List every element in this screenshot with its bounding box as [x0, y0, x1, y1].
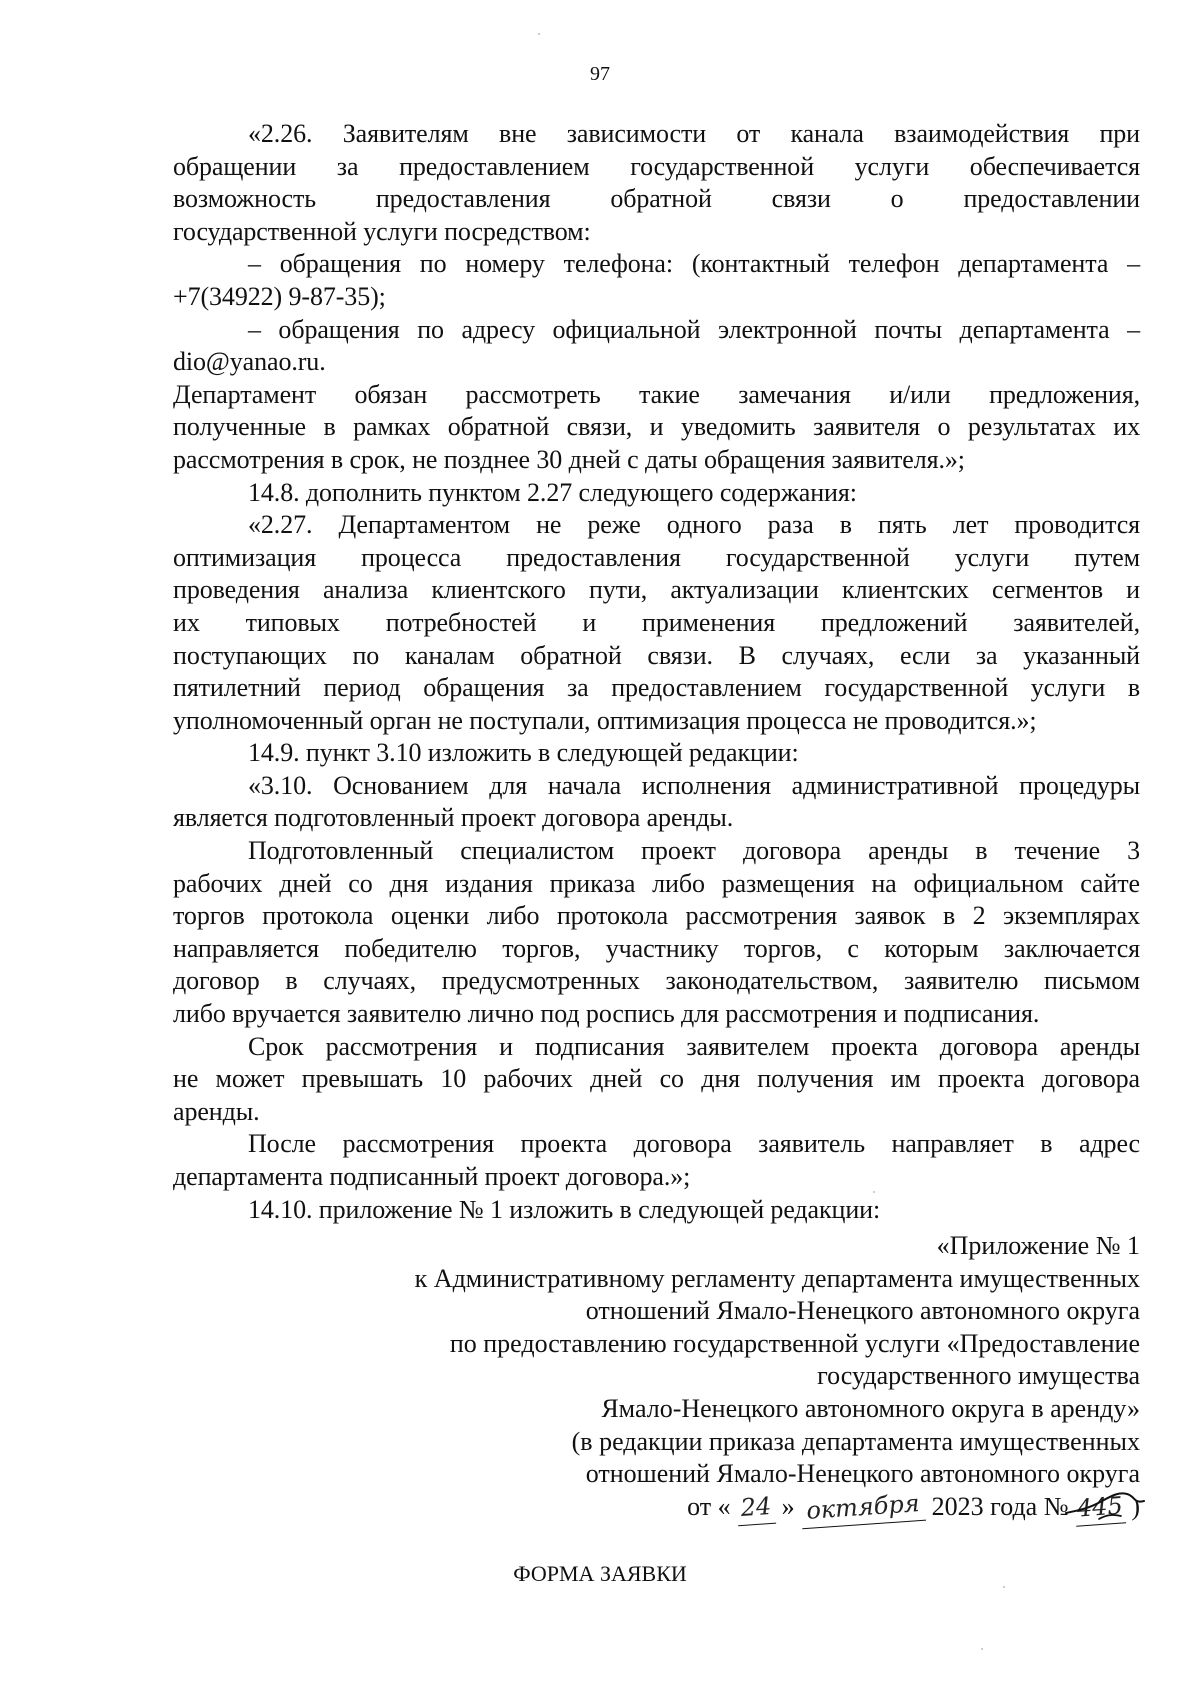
- paragraph-email-contact: [173, 314, 1140, 379]
- text-line: 14.8. дополнить пунктом 2.27 следующего содержания:: [248, 477, 857, 507]
- text-line: рабочих дней со дня издания приказа либо размещения на официальном сайте: [173, 868, 1140, 898]
- text-line: уполномоченный орган не поступали, оптимизация процесса не проводится.»;: [173, 705, 1037, 735]
- paragraph-after-review: [173, 1128, 1140, 1193]
- handwritten-order-number: 445: [1074, 1489, 1126, 1526]
- date-year-text: 2023 года №: [931, 1491, 1069, 1521]
- text-line: возможность предоставления обратной связи о предоставлении: [173, 184, 1140, 214]
- page-number: 97: [590, 63, 610, 85]
- text-line: их типовых потребностей и применения предложений заявителей,: [173, 607, 1140, 637]
- text-line: 14.9. пункт 3.10 изложить в следующей редакции:: [248, 738, 799, 768]
- text-line: проведения анализа клиентского пути, актуализации клиентских сегментов и: [173, 575, 1140, 605]
- scan-speck: [1003, 1586, 1005, 1588]
- scan-speck: [981, 1648, 983, 1650]
- text-line: департамента подписанный проект договора.»;: [173, 1162, 691, 1191]
- text-line: Подготовленный специалистом проект договора аренды в течение 3: [248, 836, 1140, 866]
- paragraph-review-deadline: [173, 1031, 1140, 1129]
- appendix-line: по предоставлению государственной услуги «Предоставление: [449, 1328, 1140, 1358]
- date-middle: »: [781, 1491, 802, 1521]
- paragraph-14-9: [173, 737, 1140, 770]
- text-line: является подготовленный проект договора аренды.: [173, 803, 734, 833]
- text-line: поступающих по каналам обратной связи. В случаях, если за указанный: [173, 640, 1140, 670]
- appendix-line: Ямало-Ненецкого автономного округа в аренду»: [601, 1393, 1140, 1423]
- paragraph-14-10: [173, 1194, 1140, 1227]
- paragraph-14-8: [173, 477, 1140, 510]
- text-line: Срок рассмотрения и подписания заявителем проекта договора аренды: [248, 1031, 1140, 1061]
- text-line: – обращения по номеру телефона: (контактный телефон департамента –: [248, 249, 1140, 279]
- text-line: полученные в рамках обратной связи, и уведомить заявителя о результатах их: [173, 412, 1140, 442]
- text-line: оптимизация процесса предоставления государственной услуги путем: [173, 542, 1140, 572]
- text-line: dio@yanao.ru.: [173, 347, 326, 377]
- appendix-line: (в редакции приказа департамента имущественных: [571, 1426, 1140, 1456]
- appendix-line: отношений Ямало-Ненецкого автономного округа: [585, 1296, 1140, 1326]
- text-line: – обращения по адресу официальной электронной почты департамента –: [248, 314, 1140, 344]
- paragraph-phone-contact: [173, 248, 1140, 313]
- paragraph-2-26: [173, 118, 1140, 248]
- scan-speck: [873, 1191, 875, 1193]
- handwritten-date-month: октября: [800, 1486, 926, 1528]
- text-line: «2.26. Заявителям вне зависимости от канала взаимодействия при: [248, 119, 1140, 148]
- text-line: 14.10. приложение № 1 изложить в следующей редакции:: [248, 1194, 881, 1224]
- date-prefix: от «: [687, 1491, 731, 1521]
- handwritten-date-day: 24: [736, 1489, 776, 1525]
- text-line: торгов протокола оценки либо протокола рассмотрения заявок в 2 экземплярах: [173, 901, 1140, 931]
- document-body: [173, 118, 1140, 1226]
- text-line: направляется победителю торгов, участнику торгов, с которым заключается: [173, 933, 1140, 963]
- text-line: пятилетний период обращения за предоставлением государственной услуги в: [173, 673, 1140, 703]
- text-line: +7(34922) 9-87-35);: [173, 281, 386, 311]
- text-line: Департамент обязан рассмотреть такие замечания и/или предложения,: [173, 379, 1140, 409]
- text-line: не может превышать 10 рабочих дней со дня получения им проекта договора: [173, 1064, 1140, 1094]
- text-line: После рассмотрения проекта договора заявитель направляет в адрес: [248, 1129, 1140, 1159]
- text-line: «2.27. Департаментом не реже одного раза в пять лет проводится: [248, 510, 1140, 540]
- text-line: государственной услуги посредством:: [173, 216, 591, 246]
- appendix-line: государственного имущества: [817, 1361, 1140, 1391]
- form-title: ФОРМА ЗАЯВКИ: [513, 1561, 687, 1586]
- text-line: договор в случаях, предусмотренных законодательством, заявителю письмом: [173, 966, 1140, 996]
- paragraph-feedback-obligation: [173, 379, 1140, 477]
- appendix-title-line: «Приложение № 1: [936, 1231, 1140, 1260]
- scan-speck: [538, 33, 540, 35]
- text-line: либо вручается заявителю лично под роспись для рассмотрения и подписания.: [173, 999, 1040, 1029]
- text-line: обращении за предоставлением государственной услуги обеспечивается: [173, 151, 1140, 181]
- appendix-line: к Административному регламенту департамента имущественных: [414, 1263, 1140, 1293]
- appendix-header: [240, 1230, 1140, 1524]
- order-date-line: [240, 1488, 1140, 1525]
- date-suffix: ): [1131, 1491, 1140, 1521]
- order-date-signature-line: [687, 1488, 1140, 1525]
- paragraph-contract-preparation: [173, 835, 1140, 1031]
- text-line: рассмотрения в срок, не позднее 30 дней с даты обращения заявителя.»;: [173, 444, 965, 474]
- paragraph-2-27: [173, 509, 1140, 737]
- appendix-line: отношений Ямало-Ненецкого автономного округа: [585, 1459, 1140, 1489]
- text-line: аренды.: [173, 1096, 260, 1126]
- text-line: «3.10. Основанием для начала исполнения административной процедуры: [248, 770, 1140, 800]
- paragraph-3-10: [173, 770, 1140, 835]
